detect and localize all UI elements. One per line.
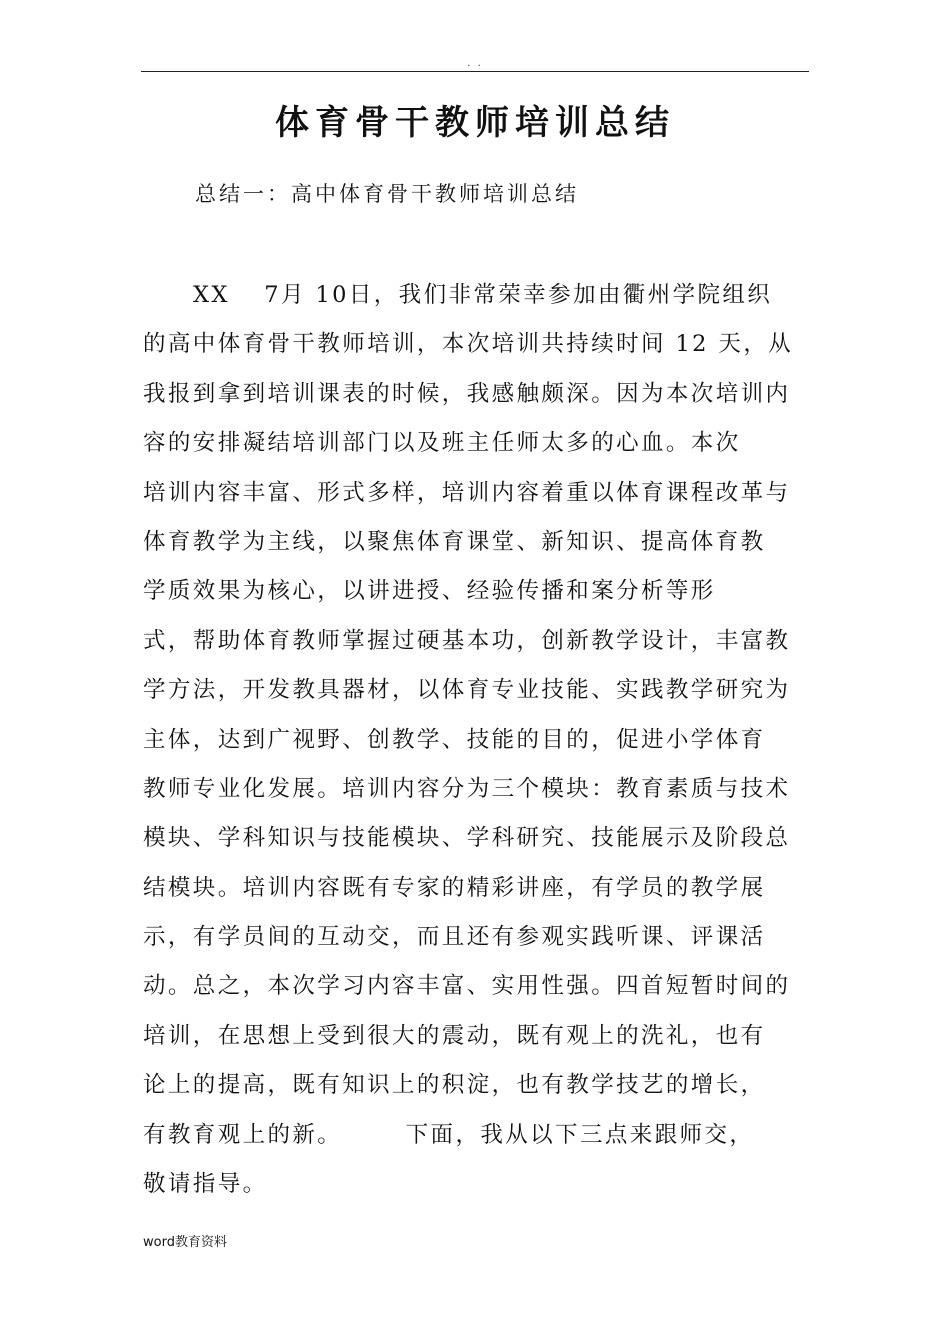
body-line: 容的安排凝结培训部门以及班主任师太多的心血。本次 <box>143 430 741 457</box>
body-line: 式，帮助体育教师掌握过硬基本功，创新教学设计，丰富教 <box>143 627 791 654</box>
body-line: 敬请指导。 <box>143 1171 268 1198</box>
body-line: 模块、学科知识与技能模块、学科研究、技能展示及阶段总 <box>143 825 791 852</box>
header-rule <box>141 71 809 72</box>
document-subtitle: 总结一：高中体育骨干教师培训总结 <box>195 182 579 206</box>
body-line: 示，有学员间的互动交，而且还有参观实践听课、评课活 <box>143 924 766 951</box>
body-text <box>143 277 811 1215</box>
header-dots: . . <box>467 58 483 69</box>
body-line: 动。总之，本次学习内容丰富、实用性强。四首短暂时间的 <box>143 973 791 1000</box>
body-line: 培训内容丰富、形式多样，培训内容着重以体育课程改革与 <box>143 479 791 506</box>
body-line: XX 7月 10日，我们非常荣幸参加由衢州学院组织 <box>193 282 773 308</box>
document-title: 体育骨干教师培训总结 <box>275 103 675 143</box>
body-line: 论上的提高，既有知识上的积淀，也有教学技艺的增长， <box>143 1072 766 1099</box>
body-line: 学质效果为核心，以讲进授、经验传播和案分析等形 <box>143 578 716 605</box>
body-line: 有教育观上的新。 下面，我从以下三点来跟师交， <box>143 1121 755 1148</box>
body-line: 体育教学为主线，以聚焦体育课堂、新知识、提高体育教 <box>143 528 766 555</box>
body-line: 教师专业化发展。培训内容分为三个模块：教育素质与技术 <box>143 775 791 802</box>
body-line: 我报到拿到培训课表的时候，我感触颇深。因为本次培训内 <box>143 380 791 407</box>
footer-label: word教育资料 <box>143 1235 227 1250</box>
body-line: 培训，在思想上受到很大的震动，既有观上的洗礼，也有 <box>143 1022 766 1049</box>
body-line: 主体，达到广视野、创教学、技能的目的，促进小学体育 <box>143 726 766 753</box>
body-line: 结模块。培训内容既有专家的精彩讲座，有学员的教学展 <box>143 874 766 901</box>
body-line: 的高中体育骨干教师培训，本次培训共持续时间 12 天，从 <box>143 331 794 358</box>
body-line: 学方法，开发教具器材，以体育专业技能、实践教学研究为 <box>143 677 791 704</box>
